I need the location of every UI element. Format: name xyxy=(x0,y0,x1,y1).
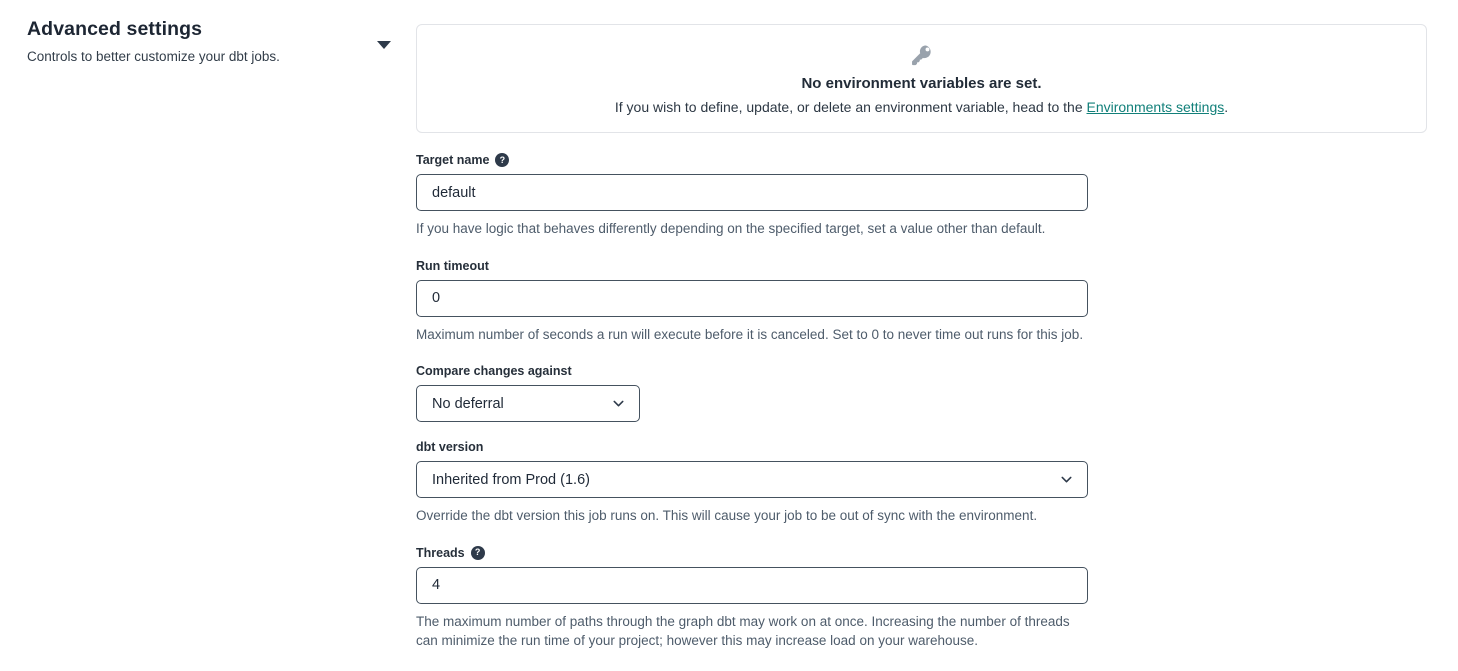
env-banner-text-prefix: If you wish to define, update, or delete an environment variable, head to the xyxy=(614,99,1087,115)
threads-help-icon[interactable]: ? xyxy=(471,546,485,560)
dbt-version-helper-text: Override the dbt version this job runs on. This will cause your job to be out of sync with the environment. xyxy=(416,508,1038,524)
field-run-timeout xyxy=(416,259,1088,345)
compare-changes-selected-value: No deferral xyxy=(432,395,504,412)
threads-label: Threads xyxy=(416,545,465,560)
field-compare-changes xyxy=(416,364,1088,422)
collapse-caret-icon[interactable] xyxy=(377,41,391,49)
run-timeout-input[interactable] xyxy=(416,280,1088,317)
env-variables-banner xyxy=(416,24,1427,133)
page-title: Advanced settings xyxy=(27,18,203,40)
compare-changes-select[interactable] xyxy=(416,385,640,422)
key-icon xyxy=(910,44,933,68)
compare-changes-label: Compare changes against xyxy=(416,364,572,379)
dbt-version-label: dbt version xyxy=(416,440,484,455)
env-banner-text-suffix: . xyxy=(1224,99,1229,115)
target-name-label: Target name xyxy=(416,153,490,167)
threads-input[interactable] xyxy=(416,567,1088,604)
environments-settings-link[interactable]: Environments settings xyxy=(1086,99,1225,115)
target-name-helper-text: If you have logic that behaves differently depending on the specified target, set a value other than default. xyxy=(416,221,1046,236)
chevron-down-icon xyxy=(1059,472,1074,487)
env-banner-body xyxy=(615,99,1228,115)
page-subtitle: Controls to better customize your dbt jobs. xyxy=(27,49,280,64)
dbt-version-select[interactable] xyxy=(416,461,1088,498)
run-timeout-helper-text: Maximum number of seconds a run will execute before it is canceled. Set to 0 to never time out runs for this job. xyxy=(416,326,1084,342)
field-target-name xyxy=(416,153,1088,239)
advanced-settings-header xyxy=(27,18,367,64)
dbt-version-selected-value: Inherited from Prod (1.6) xyxy=(432,471,590,488)
env-banner-title: No environment variables are set. xyxy=(801,75,1042,92)
threads-helper-text: The maximum number of paths through the graph dbt may work on at once. Increasing the number of threads can minimize the run time of your project; however this may increase load on your warehouse. xyxy=(416,613,1070,649)
target-name-help-icon[interactable]: ? xyxy=(495,153,509,167)
target-name-input[interactable] xyxy=(416,174,1088,211)
chevron-down-icon xyxy=(611,396,626,411)
advanced-settings-form xyxy=(416,153,1088,651)
field-dbt-version xyxy=(416,440,1088,526)
field-threads xyxy=(416,546,1088,651)
run-timeout-label: Run timeout xyxy=(416,258,489,273)
advanced-settings-panel xyxy=(416,24,1427,671)
